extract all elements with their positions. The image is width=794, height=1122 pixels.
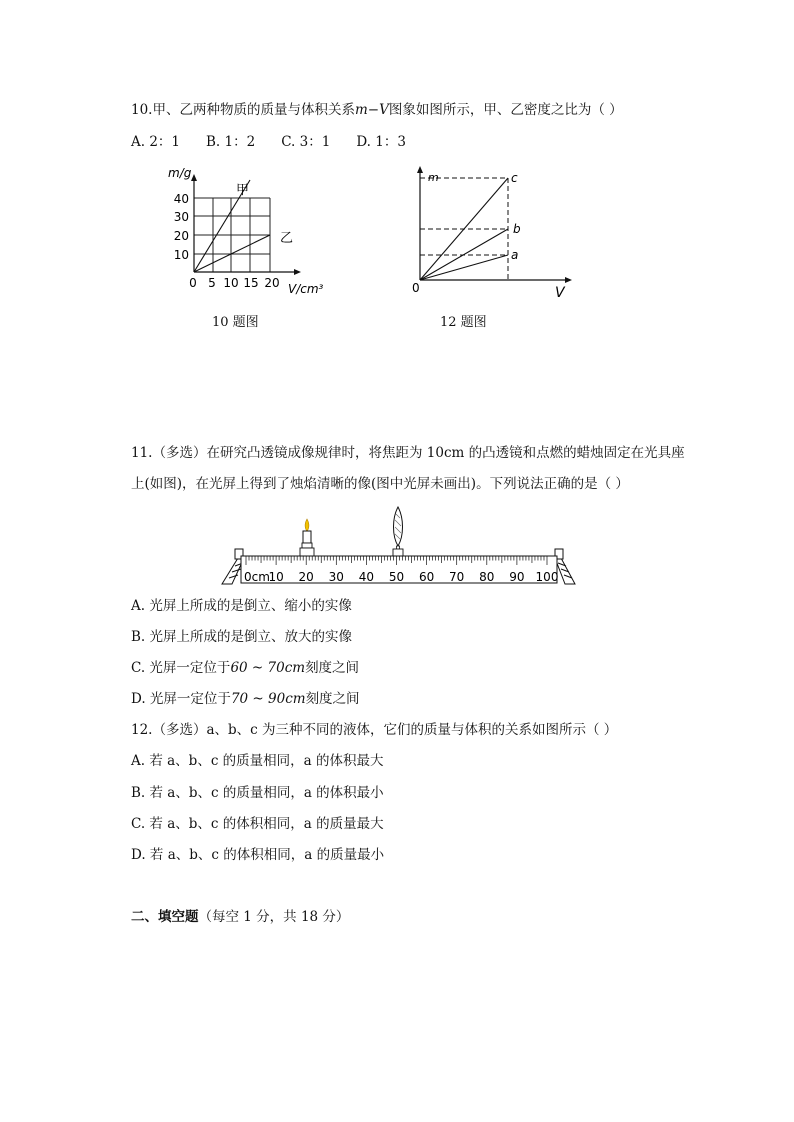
xtick-label: 10 (223, 276, 239, 290)
fig12-label-c: c (511, 171, 518, 185)
q11-option-c-tail: 刻度之间 (305, 660, 360, 676)
bench-label: 60 (418, 570, 435, 584)
q12-option-b: B. 若 a、b、c 的质量相同，a 的体积最小 (131, 785, 384, 801)
xtick-label: 5 (208, 276, 216, 290)
bench-label: 50 (388, 570, 405, 584)
q11-line2: 上(如图)，在光屏上得到了烛焰清晰的像(图中光屏未画出)。下列说法正确的是（ ） (131, 476, 629, 492)
ytick-label: 10 (173, 248, 189, 262)
ytick-label: 40 (173, 192, 189, 206)
bench-label: 40 (358, 570, 375, 584)
q11-option-d-tail: 刻度之间 (305, 691, 360, 707)
fig12-origin: 0 (412, 281, 420, 295)
fig12-axes (417, 166, 572, 283)
q10-stem-text-a: 10.甲、乙两种物质的质量与体积关系 (131, 102, 355, 118)
q10-option-a: A. 2：1 (131, 134, 181, 150)
q11-option-c-math: 60 ~ 70cm (230, 660, 306, 676)
optical-bench (218, 500, 588, 592)
q10-options (131, 133, 406, 151)
section2-note: （每空 1 分，共 18 分） (198, 909, 350, 925)
q11-option-d-text: D. 光屏一定位于 (131, 691, 231, 707)
bench-label: 100 (535, 570, 559, 584)
xtick-label: 15 (243, 276, 259, 290)
fig12-chart (400, 160, 580, 300)
q10-stem-math: m−V (354, 102, 389, 118)
q11-line1: 11.（多选）在研究凸透镜成像规律时，将焦距为 10cm 的凸透镜和点燃的蜡烛固定在光具座 (131, 445, 685, 461)
lens-icon (393, 507, 403, 557)
q10-stem (131, 101, 623, 119)
q12-option-d: D. 若 a、b、c 的体积相同，a 的质量最小 (131, 847, 385, 863)
fig10-origin: 0 (189, 276, 197, 290)
fig12-xlabel: V (555, 285, 565, 300)
candle-icon (300, 519, 314, 557)
q12-stem: 12.（多选）a、b、c 为三种不同的液体，它们的质量与体积的关系如图所示（ ） (131, 722, 618, 738)
fig12-label-a: a (511, 248, 519, 262)
q10-option-d: D. 1：3 (356, 134, 406, 150)
q11-option-a: A. 光屏上所成的是倒立、缩小的实像 (131, 598, 352, 614)
fig12-ylabel: m (428, 171, 439, 184)
bench-label: 0cm (244, 570, 270, 584)
q12-option-c: C. 若 a、b、c 的体积相同，a 的质量最大 (131, 816, 384, 832)
q10-stem-text-b: 图象如图所示，甲、乙密度之比为（ ） (388, 102, 623, 118)
section2-title: 二、填空题 (131, 909, 199, 925)
bench-label: 80 (479, 570, 495, 584)
bench-label: 20 (298, 570, 314, 584)
q10-option-b: B. 1：2 (206, 134, 256, 150)
fig10-label-jia: 甲 (236, 183, 250, 198)
q10-option-c: C. 3：1 (281, 134, 331, 150)
fig12-caption: 12 题图 (440, 315, 487, 330)
fig10-xlabel: V/cm³ (288, 282, 324, 296)
bench-label: 90 (509, 570, 525, 584)
fig10-label-yi: 乙 (280, 231, 294, 246)
xtick-label: 20 (264, 276, 280, 290)
fig10-caption: 10 题图 (212, 315, 259, 330)
bench-label: 10 (268, 570, 284, 584)
q11-option-c-text: C. 光屏一定位于 (131, 660, 231, 676)
line-a (420, 255, 508, 280)
ytick-label: 20 (173, 229, 189, 243)
q11-option-d (131, 690, 360, 708)
fig10-chart (160, 160, 340, 300)
bench-label: 70 (449, 570, 465, 584)
q11-option-c (131, 659, 359, 677)
section2-heading (131, 908, 349, 926)
q12-option-a: A. 若 a、b、c 的质量相同，a 的体积最大 (131, 753, 384, 769)
ytick-label: 30 (173, 210, 189, 224)
q11-option-b: B. 光屏上所成的是倒立、放大的实像 (131, 629, 353, 645)
fig12-label-b: b (513, 222, 521, 236)
fig10-ylabel: m/g (168, 166, 192, 180)
q11-option-d-math: 70 ~ 90cm (230, 691, 306, 707)
bench-label: 30 (328, 570, 344, 584)
